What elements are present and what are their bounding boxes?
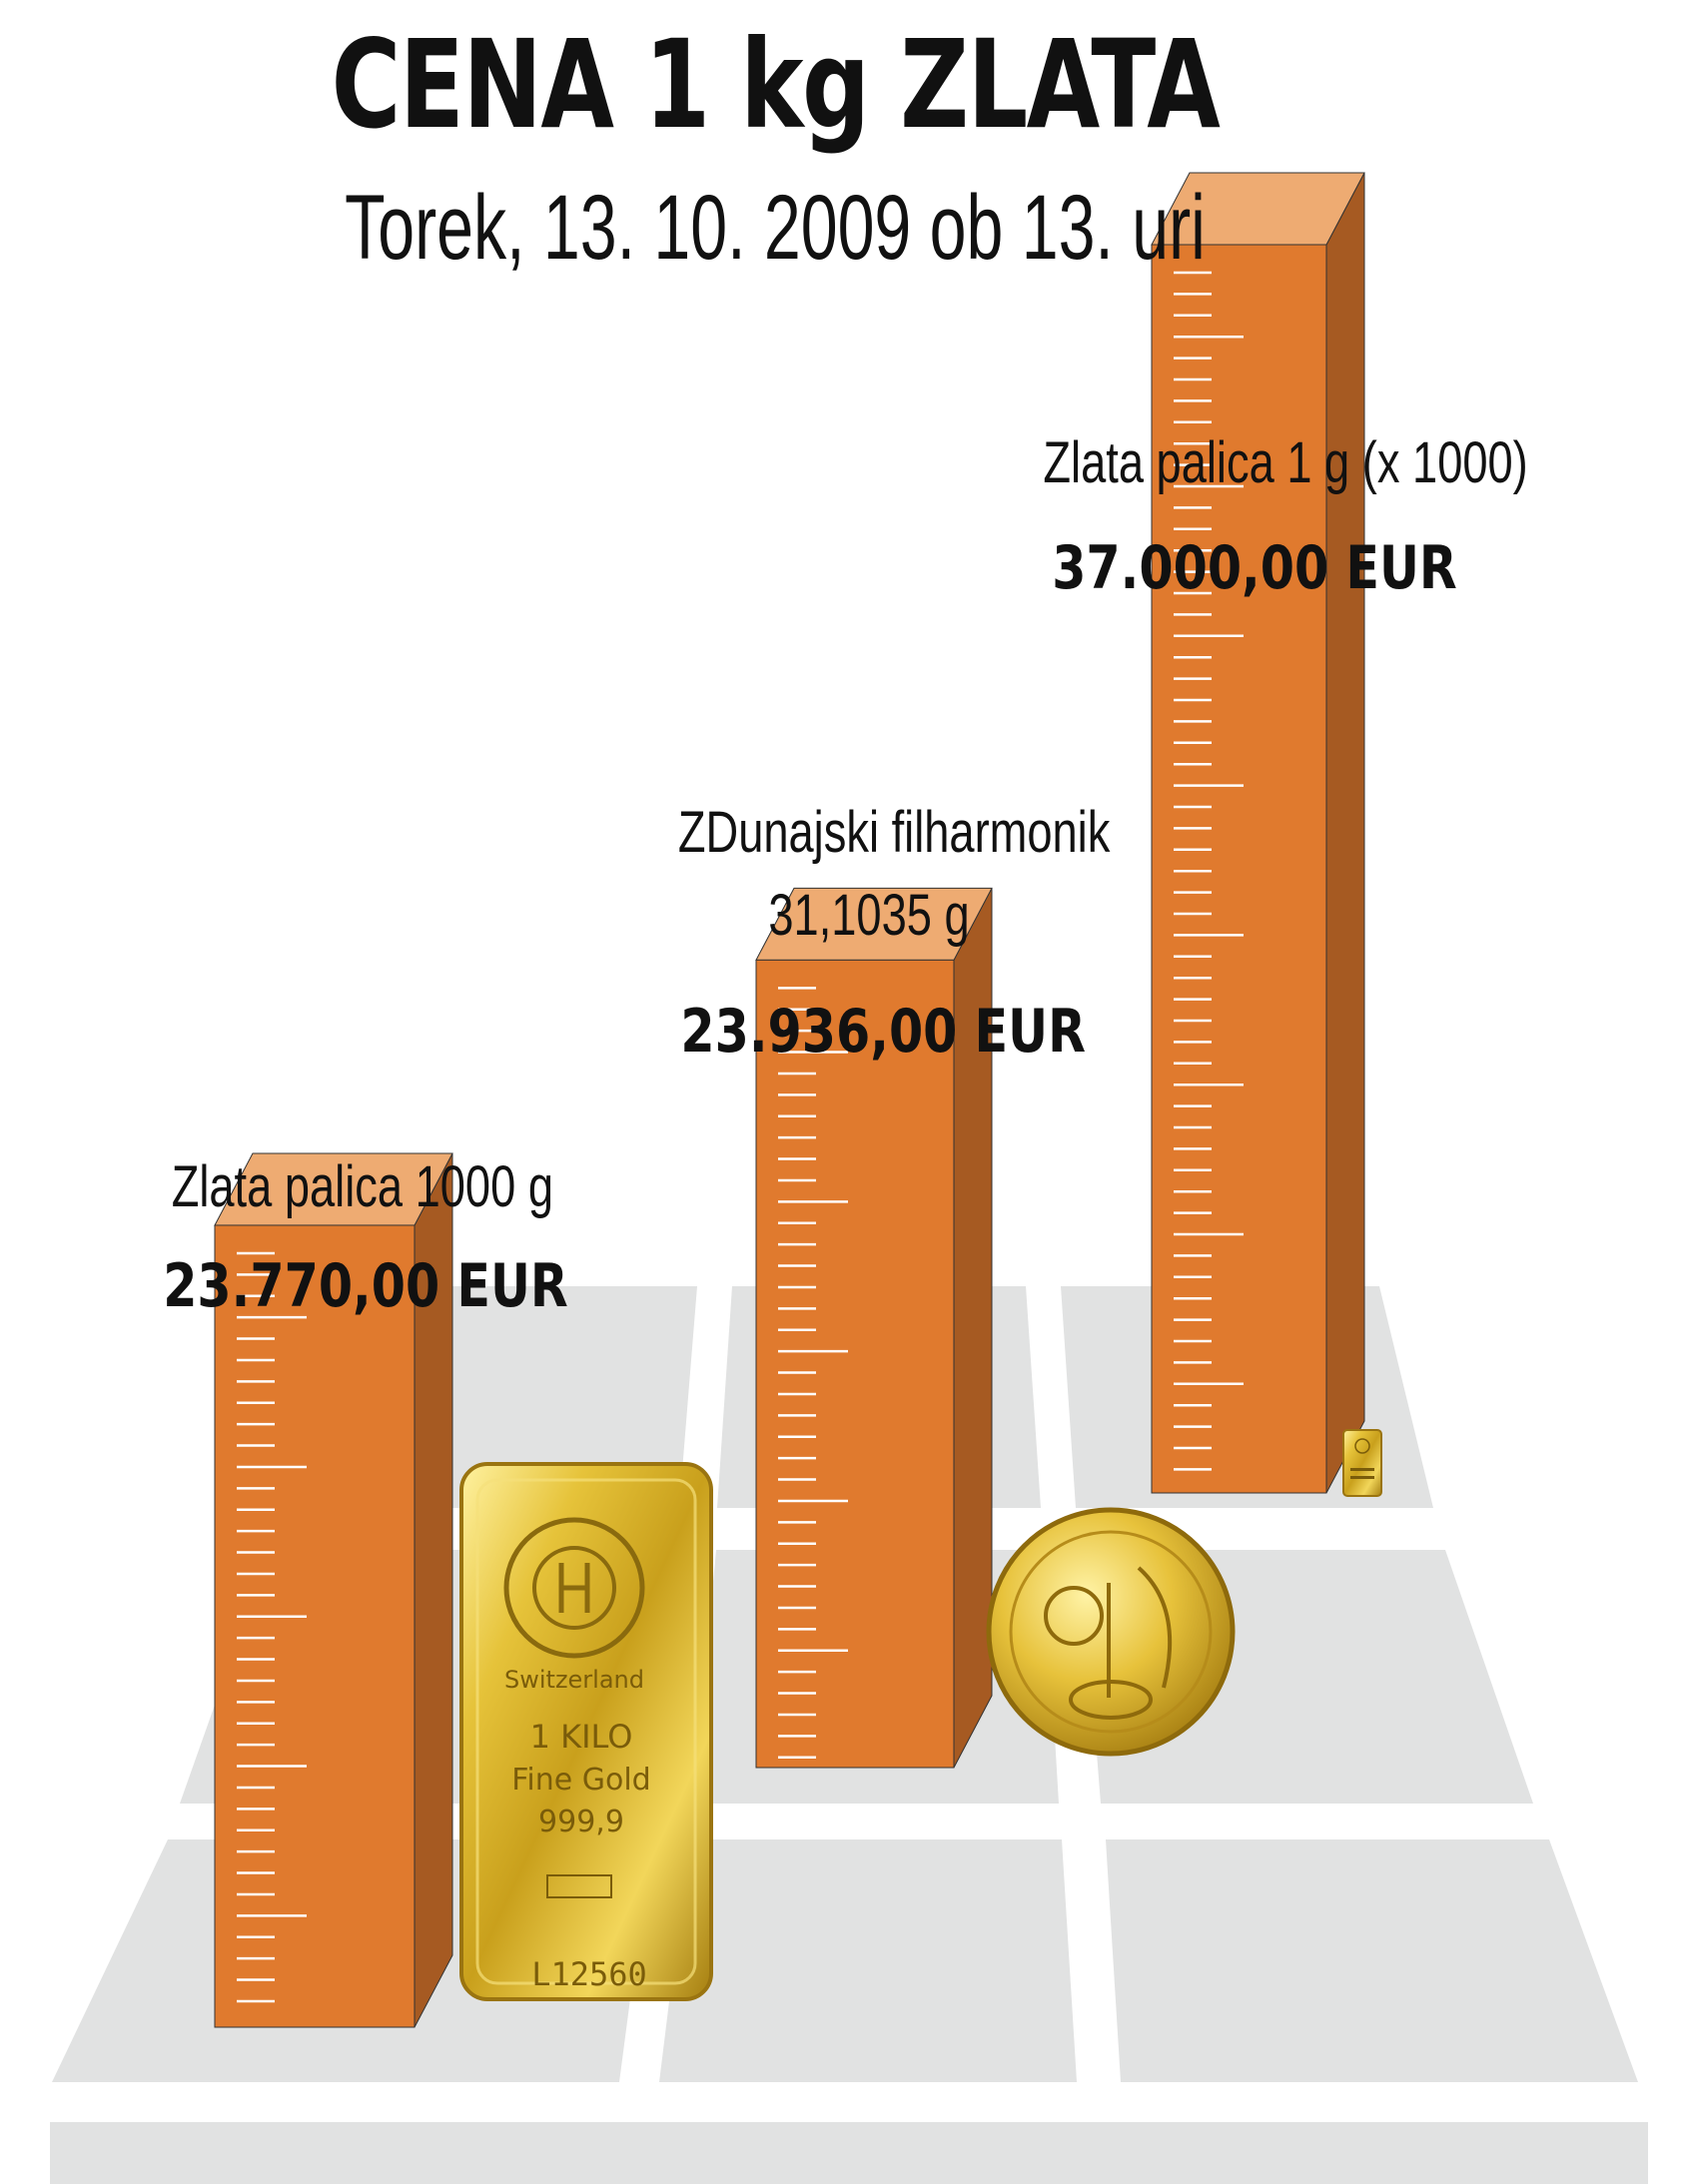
bar-2 (756, 960, 954, 1768)
value-label-2: 23.936,00 EUR (680, 997, 1086, 1067)
svg-text:L12560: L12560 (531, 1955, 647, 1993)
value-label-3: 37.000,00 EUR (1052, 533, 1457, 603)
category-label-2-line-1: ZDunajski filharmonik (677, 800, 1111, 865)
page-subtitle: Torek, 13. 10. 2009 ob 13. uri (345, 177, 1206, 279)
svg-text:999,9: 999,9 (538, 1805, 624, 1839)
svg-text:1 KILO: 1 KILO (529, 1718, 633, 1756)
gold-bar-1g-icon (1343, 1430, 1381, 1496)
category-label-1: Zlata palica 1000 g (171, 1154, 553, 1219)
category-label-3: Zlata palica 1 g (x 1000) (1043, 430, 1528, 495)
gold-bar-1kg-icon (461, 1464, 711, 1999)
category-label-2-line-2: 31,1035 g (768, 883, 970, 948)
value-label-1: 23.770,00 EUR (163, 1251, 568, 1321)
page-title: CENA 1 kg ZLATA (331, 14, 1220, 156)
vienna-philharmonic-coin-icon (989, 1510, 1233, 1754)
bar-1 (215, 1225, 415, 2027)
bar-3-side (1326, 173, 1364, 1493)
svg-text:Fine Gold: Fine Gold (511, 1763, 651, 1798)
svg-text:Switzerland: Switzerland (504, 1666, 644, 1694)
